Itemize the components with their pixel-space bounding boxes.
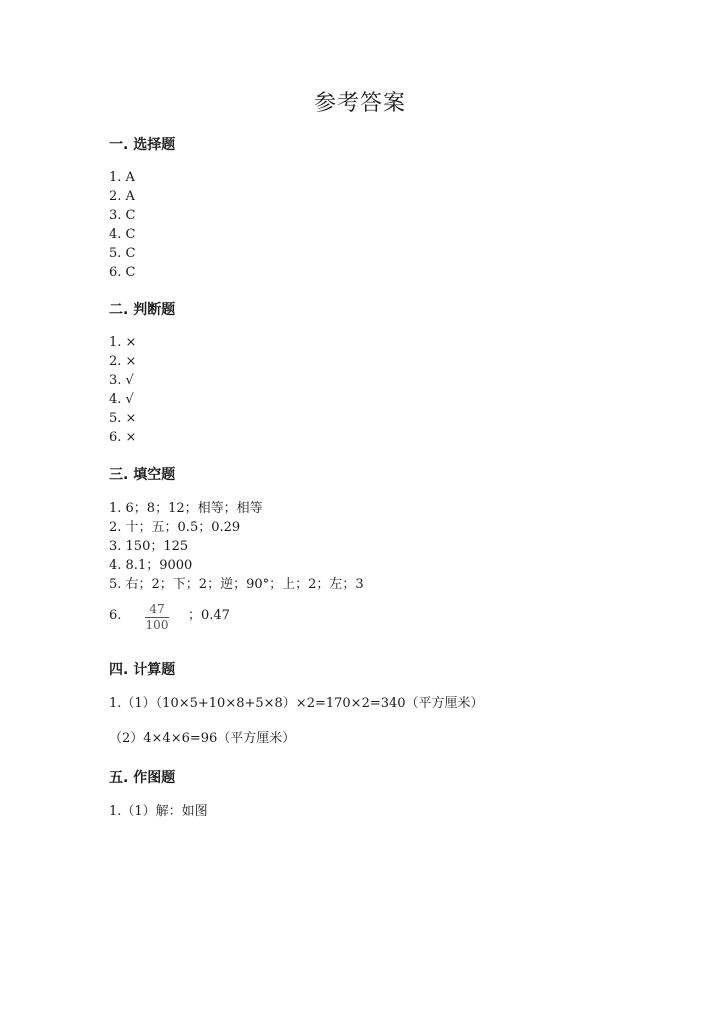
fraction (145, 603, 169, 632)
section-heading-drawing: 五. 作图题 (109, 770, 176, 786)
section-heading-calculation: 四. 计算题 (109, 662, 176, 678)
section-heading-choice: 一. 选择题 (109, 137, 176, 153)
answer-line: 5. × (109, 411, 137, 426)
answer-line: 3. C (109, 208, 136, 223)
section-heading-judgment: 二. 判断题 (109, 302, 176, 318)
answer-line: 3. 150；125 (109, 539, 189, 554)
answer-line: 5. 右；2；下；2；逆；90°；上；2；左；3 (109, 577, 364, 592)
answer-line: 1.（1）解：如图 (109, 804, 208, 819)
answer-line: 6. × (109, 430, 137, 445)
answer-line: 3. √ (109, 373, 134, 388)
answer-line: 2. × (109, 354, 137, 369)
answer-line: 1.（1）（10×5+10×8+5×8）×2=170×2=340（平方厘米） (109, 696, 484, 711)
answer-line: 1. × (109, 335, 137, 350)
answer-line: 5. C (109, 246, 136, 261)
answer-line: 4. 8.1；9000 (109, 558, 193, 573)
page-title: 参考答案 (313, 91, 406, 116)
answer-text: ；0.47 (188, 608, 230, 623)
answer-number: 6. (109, 608, 122, 623)
section-heading-fill-blank: 三. 填空题 (109, 467, 176, 483)
answer-line: 2. A (109, 189, 135, 204)
answer-line: 1. 6；8；12；相等；相等 (109, 501, 263, 516)
answer-line: 4. C (109, 227, 136, 242)
fraction-denominator: 100 (145, 618, 169, 632)
fraction-numerator: 47 (149, 602, 165, 616)
answer-line: （2）4×4×6=96（平方厘米） (109, 731, 296, 746)
answer-line: 4. √ (109, 392, 134, 407)
answer-line: 6. C (109, 265, 136, 280)
answer-line: 1. A (109, 170, 135, 185)
answer-line: 2. 十；五；0.5；0.29 (109, 520, 241, 535)
